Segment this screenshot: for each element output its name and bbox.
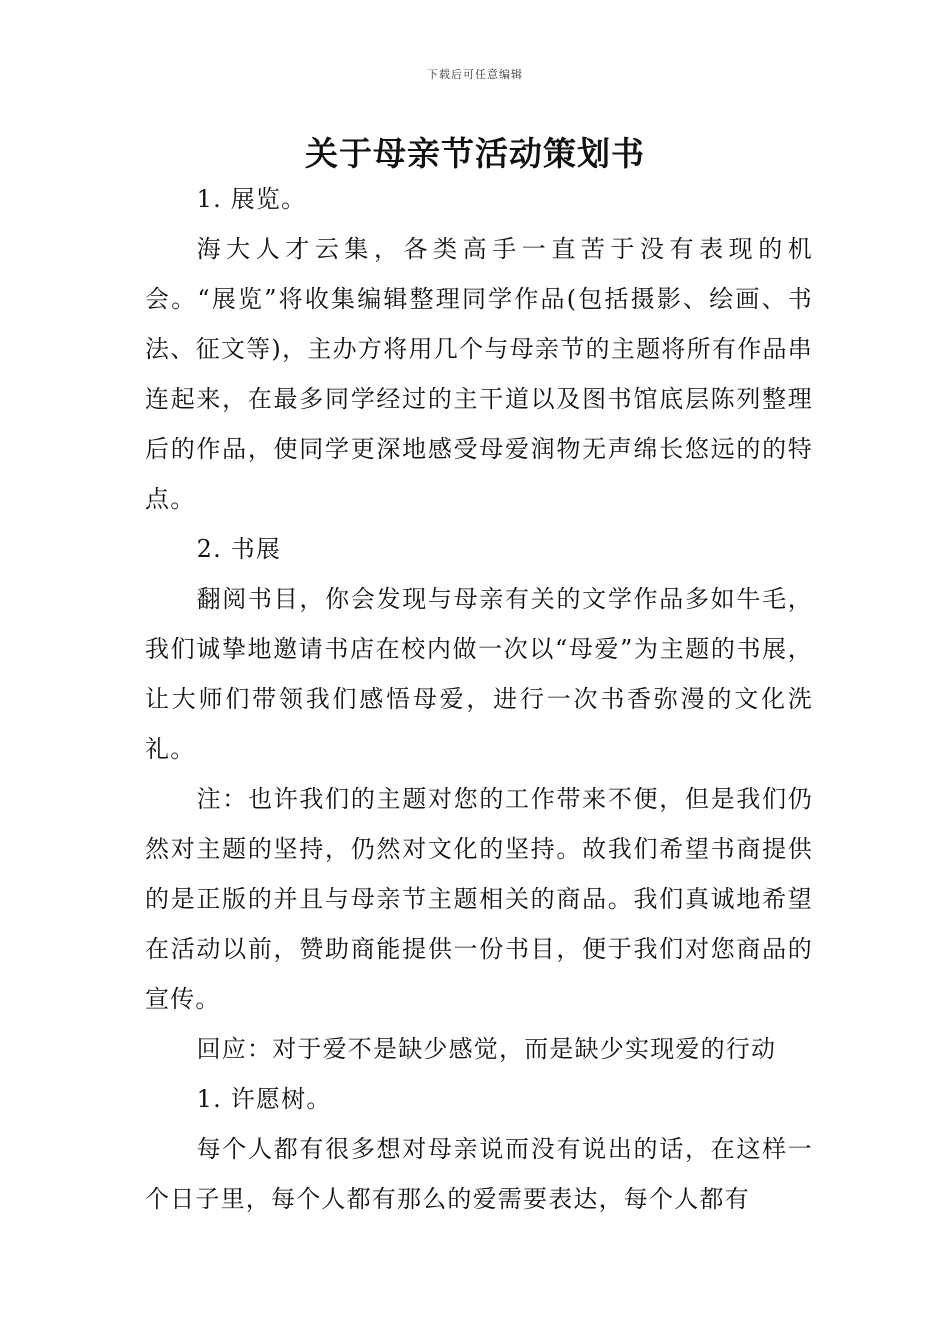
section-heading-wish-tree: 1. 许愿树。 bbox=[196, 1085, 332, 1113]
paragraph-note: 注：也许我们的主题对您的工作带来不便，但是我们仍然对主题的坚持，仍然对文化的坚持。故我们希望书商提供的是正版的并且与母亲节主题相关的商品。我们真诚地希望在活动以前，赞助商能提供一份书目，便于我们对您商品的宣传。 bbox=[145, 785, 813, 1013]
paragraph-wish-tree: 每个人都有很多想对母亲说而没有说出的话，在这样一个日子里，每个人都有那么的爱需要表达，每个人都有 bbox=[145, 1135, 813, 1213]
section-heading-book-fair: 2. 书展 bbox=[196, 535, 282, 563]
section-heading-exhibition: 1. 展览。 bbox=[196, 185, 307, 213]
paragraph-response: 回应：对于爱不是缺少感觉，而是缺少实现爱的行动 bbox=[196, 1035, 777, 1063]
paragraph-book-fair: 翻阅书目，你会发现与母亲有关的文学作品多如牛毛，我们诚挚地邀请书店在校内做一次以“母爱”为主题的书展，让大师们带领我们感悟母爱，进行一次书香弥漫的文化洗礼。 bbox=[145, 585, 813, 763]
document-title: 关于母亲节活动策划书 bbox=[305, 134, 645, 173]
paragraph-exhibition: 海大人才云集，各类高手一直苦于没有表现的机会。“展览”将收集编辑整理同学作品(包括摄影、绘画、书法、征文等)，主办方将用几个与母亲节的主题将所有作品串连起来，在最多同学经过的主干道以及图书馆底层陈列整理后的作品，使同学更深地感受母爱润物无声绵长悠远的的特点。 bbox=[145, 235, 813, 513]
document-body bbox=[145, 174, 813, 1224]
header-note: 下载后可任意编辑 bbox=[427, 68, 523, 81]
